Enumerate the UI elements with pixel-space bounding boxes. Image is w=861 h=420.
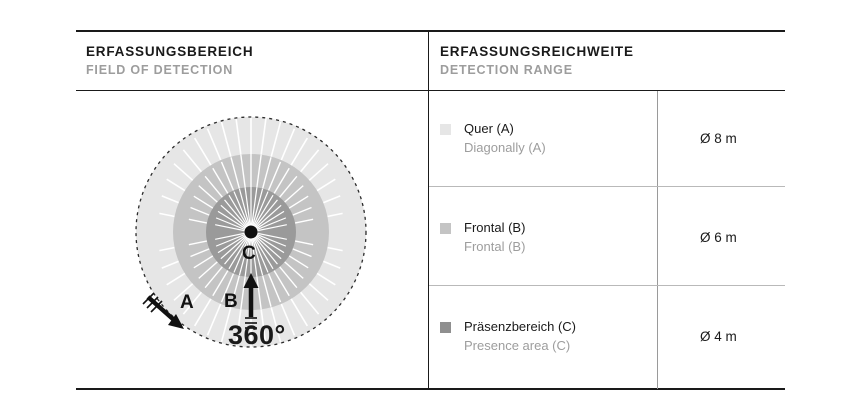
column-header-field-of-detection-en: FIELD OF DETECTION — [86, 63, 234, 77]
column-divider-main — [428, 30, 429, 390]
range-value-presence: Ø 4 m — [700, 329, 737, 344]
legend-row-presence — [440, 318, 650, 355]
angle-label-360: 360° — [228, 320, 286, 350]
legend-row-frontal — [440, 219, 650, 256]
row-divider-1 — [429, 186, 785, 187]
legend-swatch-presence — [440, 322, 451, 333]
header-separator-rule — [76, 90, 785, 91]
column-header-field-of-detection — [86, 44, 253, 78]
legend-swatch-frontal — [440, 223, 451, 234]
legend-label-presence-de: Präsenzbereich (C) — [464, 319, 576, 334]
zone-label-b: B — [224, 291, 238, 312]
legend-label-quer-de: Quer (A) — [464, 121, 514, 136]
column-divider-range — [657, 91, 658, 389]
zone-label-a: A — [180, 292, 194, 313]
range-value-quer: Ø 8 m — [700, 131, 737, 146]
legend-label-frontal-en: Frontal (B) — [464, 239, 526, 254]
column-header-detection-range — [440, 44, 634, 78]
legend-label-quer-en: Diagonally (A) — [464, 140, 546, 155]
legend-label-frontal-de: Frontal (B) — [464, 220, 526, 235]
table-top-rule — [76, 30, 785, 32]
column-header-detection-range-de: ERFASSUNGSREICHWEITE — [440, 44, 634, 59]
column-header-detection-range-en: DETECTION RANGE — [440, 63, 573, 77]
legend-row-quer — [440, 120, 650, 157]
sensor-center-dot — [245, 226, 258, 239]
zone-label-c: C — [242, 243, 256, 264]
range-value-frontal: Ø 6 m — [700, 230, 737, 245]
legend-label-presence-en: Presence area (C) — [464, 338, 571, 353]
legend-swatch-quer — [440, 124, 451, 135]
column-header-field-of-detection-de: ERFASSUNGSBEREICH — [86, 44, 254, 59]
row-divider-2 — [429, 285, 785, 286]
table-bottom-rule — [76, 388, 785, 390]
